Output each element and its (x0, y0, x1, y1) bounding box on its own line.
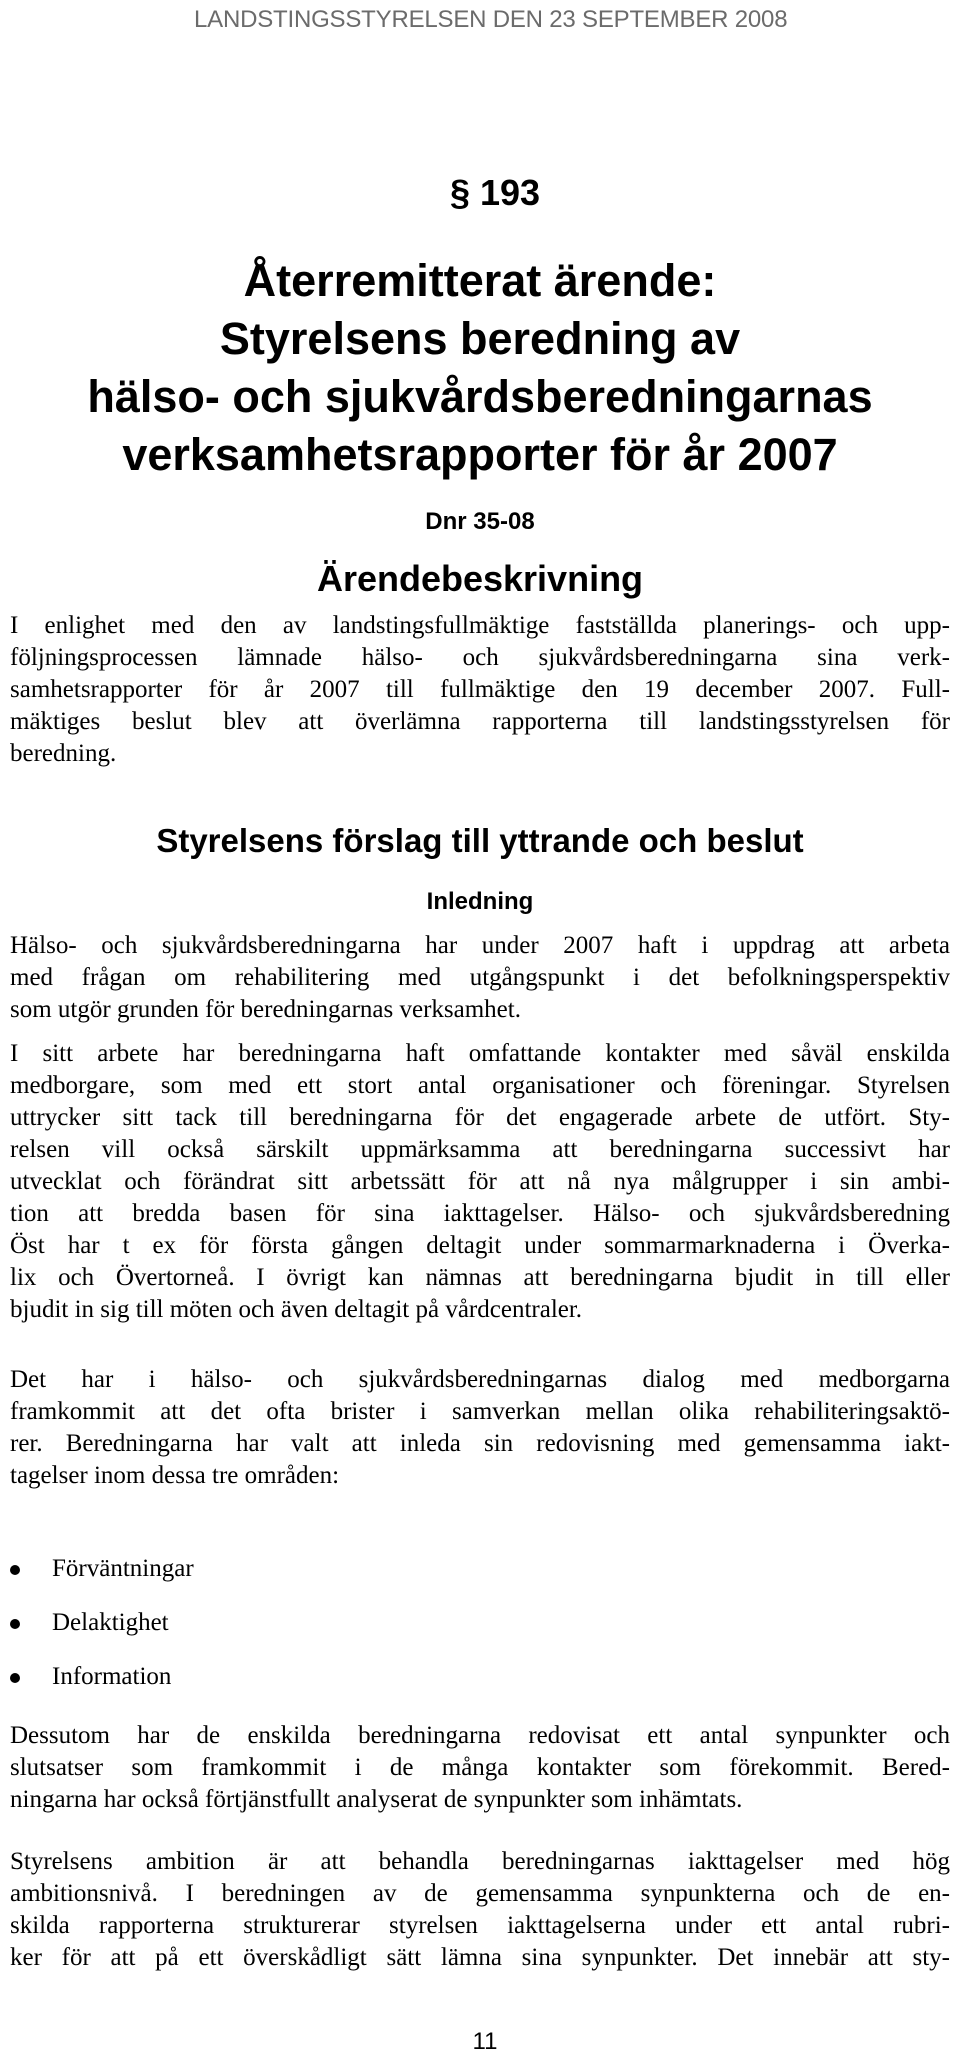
paragraph-3 (10, 1364, 950, 1492)
text-line: lix och Övertorneå. I övrigt kan nämnas att beredningarna bjudit in till eller (10, 1264, 950, 1291)
diary-number: Dnr 35-08 (425, 508, 535, 535)
text-line: ker för att på ett överskådligt sätt lämna sina synpunkter. Det innebär att sty- (10, 1944, 950, 1971)
section-number: § 193 (449, 172, 541, 213)
paragraph-4 (10, 1720, 950, 1816)
text-line: I sitt arbete har beredningarna haft omfattande kontakter med såväl enskilda (10, 1040, 950, 1067)
text-line: rer. Beredningarna har valt att inleda sin redovisning med gemensamma iakt- (10, 1430, 950, 1457)
text-line: Hälso- och sjukvårdsberedningarna har under 2007 haft i uppdrag att arbeta (10, 932, 950, 959)
text-line: tagelser inom dessa tre områden: (10, 1462, 340, 1489)
paragraph-arendebeskrivning (10, 610, 950, 770)
text-line: I enlighet med den av landstingsfullmäktige fastställda planerings- och upp- (10, 612, 950, 639)
main-title-line: Styrelsens beredning av (219, 313, 741, 364)
main-title (0, 252, 960, 484)
page-number: 11 (472, 2028, 498, 2055)
heading-inledning: Inledning (426, 888, 534, 915)
text-line: Styrelsens ambition är att behandla beredningarnas iakttagelser med hög (10, 1848, 950, 1875)
text-line: med frågan om rehabilitering med utgångspunkt i det befolkningsperspektiv (10, 964, 950, 991)
text-line: som utgör grunden för beredningarnas verksamhet. (10, 996, 521, 1023)
main-title-line: Återremitterat ärende: (243, 255, 717, 306)
text-line: följningsprocessen lämnade hälso- och sjukvårdsberedningarna sina verk- (10, 644, 950, 671)
bullet-icon (10, 1673, 20, 1683)
text-line: samhetsrapporter för år 2007 till fullmäktige den 19 december 2007. Full- (10, 676, 950, 703)
main-title-line: hälso- och sjukvårdsberedningarnas (87, 371, 873, 422)
list-item (10, 1553, 910, 1607)
list-item-label: Delaktighet (52, 1609, 169, 1636)
text-line: Det har i hälso- och sjukvårdsberedningarnas dialog med medborgarna (10, 1366, 950, 1393)
text-line: mäktiges beslut blev att överlämna rapporterna till landstingsstyrelsen för (10, 708, 950, 735)
text-line: bjudit in sig till möten och även deltagit på vårdcentraler. (10, 1296, 583, 1323)
text-line: utvecklat och förändrat sitt arbetssätt för att nå nya målgrupper i sin ambi- (10, 1168, 950, 1195)
paragraph-2 (10, 1038, 950, 1326)
text-line: ningarna har också förtjänstfullt analyserat de synpunkter som inhämtats. (10, 1786, 743, 1813)
list-item-label: Förväntningar (52, 1555, 194, 1582)
list-item (10, 1661, 910, 1715)
running-header: LANDSTINGSSTYRELSEN DEN 23 SEPTEMBER 2008 (194, 6, 788, 33)
text-line: Dessutom har de enskilda beredningarna redovisat ett antal synpunkter och (10, 1722, 950, 1749)
bullet-icon (10, 1565, 20, 1575)
bullet-list (10, 1553, 910, 1715)
bullet-icon (10, 1619, 20, 1629)
heading-arendebeskrivning: Ärendebeskrivning (316, 558, 644, 599)
text-line: relsen vill också särskilt uppmärksamma att beredningarna successivt har (10, 1136, 950, 1163)
text-line: medborgare, som med ett stort antal organisationer och föreningar. Styrelsen (10, 1072, 950, 1099)
main-title-line: verksamhetsrapporter för år 2007 (122, 429, 838, 480)
list-item-label: Information (52, 1663, 172, 1690)
text-line: framkommit att det ofta brister i samverkan mellan olika rehabiliteringsaktö- (10, 1398, 950, 1425)
paragraph-5 (10, 1846, 950, 1974)
text-line: skilda rapporterna strukturerar styrelsen iakttagelserna under ett antal rubri- (10, 1912, 950, 1939)
text-line: ambitionsnivå. I beredningen av de gemensamma synpunkterna och de en- (10, 1880, 950, 1907)
text-line: slutsatser som framkommit i de många kontakter som förekommit. Bered- (10, 1754, 950, 1781)
text-line: beredning. (10, 740, 117, 767)
list-item (10, 1607, 910, 1661)
heading-forslag: Styrelsens förslag till yttrande och beslut (156, 822, 804, 859)
text-line: tion att bredda basen för sina iakttagelser. Hälso- och sjukvårdsberedning (10, 1200, 950, 1227)
text-line: Öst har t ex för första gången deltagit under sommarmarknaderna i Överka- (10, 1232, 950, 1259)
text-line: uttrycker sitt tack till beredningarna för det engagerade arbete de utfört. Sty- (10, 1104, 950, 1131)
paragraph-1 (10, 930, 950, 1026)
